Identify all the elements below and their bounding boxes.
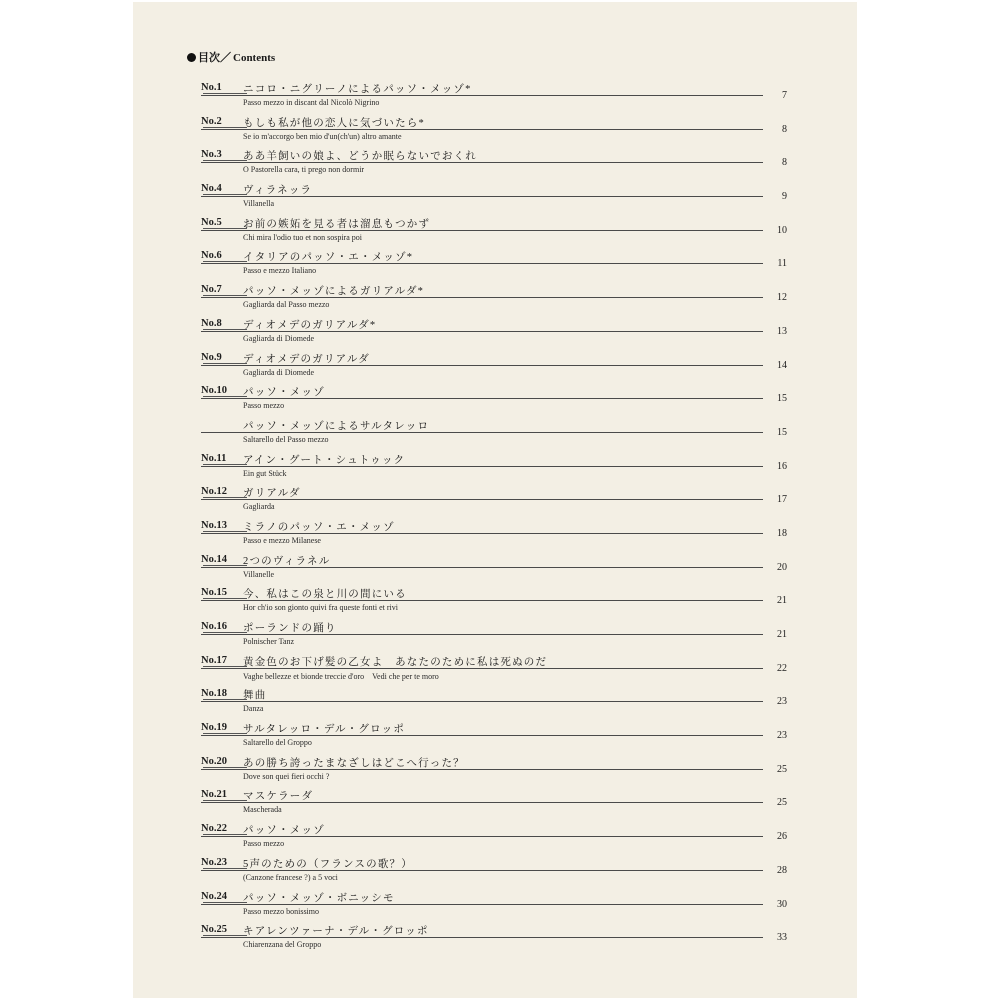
entry-number: No.15	[201, 587, 241, 598]
toc-entry	[201, 821, 801, 855]
heading-en: Contents	[233, 52, 276, 64]
toc-entry	[201, 855, 801, 889]
leader-rule	[201, 735, 763, 736]
entry-number: No.13	[201, 520, 241, 531]
entry-number: No.23	[201, 857, 241, 868]
leader-rule	[201, 263, 763, 264]
entry-page-number: 25	[777, 763, 787, 775]
entry-title-original: Passo mezzo bonissimo	[243, 906, 319, 916]
entry-title-japanese: あの勝ち誇ったまなざしはどこへ行った？	[243, 757, 465, 769]
toc-entry	[201, 215, 801, 249]
toc-entry	[201, 889, 801, 923]
toc-entry	[201, 720, 801, 754]
entry-title-original: Se io m'accorgo ben mio d'un(ch'un) altro amante	[243, 131, 402, 141]
entry-number: No.8	[201, 318, 241, 329]
entry-title-japanese: 舞曲	[243, 690, 267, 702]
leader-rule	[201, 634, 763, 635]
document-page	[133, 2, 857, 998]
entry-number: No.16	[201, 621, 241, 632]
entry-title-japanese: ポーランドの踊り	[243, 623, 337, 634]
entry-title-original: Ein gut Stück	[243, 468, 287, 478]
entry-title-japanese: アイン・グート・シュトゥック	[243, 454, 406, 466]
entry-title-original: Passo mezzo	[243, 839, 285, 849]
toc-entry	[201, 754, 801, 788]
leader-rule	[201, 230, 763, 231]
entry-title-original: Mascherada	[243, 805, 282, 815]
leader-rule	[201, 196, 763, 197]
bullet-icon	[187, 53, 196, 62]
leader-rule	[201, 365, 763, 366]
entry-page-number: 11	[777, 258, 787, 270]
leader-rule	[201, 331, 763, 332]
leader-rule	[201, 466, 763, 467]
entry-number: No.22	[201, 823, 241, 834]
toc-entry	[201, 383, 801, 417]
entry-title-original: Hor ch'io son gionto quivi fra queste fonti et rivi	[243, 603, 398, 613]
entry-title-original: Saltarello del Groppo	[243, 738, 312, 748]
toc-entry	[201, 248, 801, 282]
entry-title-japanese: 今、私はこの泉と川の間にいる	[243, 589, 407, 601]
entry-title-japanese: ディオメデのガリアルダ*	[243, 319, 377, 331]
entry-page-number: 21	[777, 629, 787, 640]
entry-page-number: 22	[777, 662, 787, 674]
entry-title-original: O Pastorella cara, ti prego non dormir	[243, 165, 365, 175]
entry-page-number: 15	[777, 426, 787, 438]
entry-title-japanese: イタリアのパッソ・エ・メッゾ*	[243, 252, 414, 264]
leader-rule	[201, 769, 763, 770]
entry-title-japanese: ああ羊飼いの娘よ、どうか眠らないでおくれ	[243, 151, 477, 163]
entry-page-number: 18	[777, 527, 787, 539]
entry-number: No.4	[201, 183, 241, 194]
entry-title-japanese: マスケラーダ	[243, 791, 314, 803]
toc-entry	[201, 619, 801, 653]
entry-title-original: Passo e mezzo Milanese	[243, 535, 321, 545]
toc-entry	[201, 316, 801, 350]
leader-rule	[201, 398, 763, 399]
entry-title-japanese: 黄金色のお下げ髪の乙女よ あなたのために私は死ぬのだ	[243, 656, 548, 668]
entry-number: No.1	[201, 82, 241, 93]
entry-page-number: 26	[777, 831, 787, 843]
entry-title-original: Villanelle	[243, 569, 275, 579]
toc-entry	[201, 114, 801, 148]
entry-number: No.10	[201, 385, 241, 396]
leader-rule	[201, 533, 763, 534]
entry-number: No.2	[201, 116, 241, 127]
entry-title-original: Passo e mezzo Italiano	[243, 266, 317, 276]
entry-title-original: Polnischer Tanz	[243, 637, 295, 646]
entry-page-number: 13	[777, 325, 787, 337]
entry-page-number: 15	[777, 393, 787, 405]
entry-number: No.14	[201, 554, 241, 565]
table-of-contents	[201, 80, 801, 956]
entry-number: No.24	[201, 891, 241, 902]
entry-title-original: Villanella	[243, 199, 275, 209]
entry-page-number: 14	[777, 359, 787, 371]
toc-entry	[201, 350, 801, 384]
entry-title-original: Passo mezzo in discant dal Nicolò Nigrino	[243, 98, 380, 107]
entry-title-japanese: パッソ・メッゾ	[243, 825, 325, 837]
toc-entry	[201, 686, 801, 720]
toc-entry	[201, 181, 801, 215]
leader-rule	[201, 802, 763, 803]
entry-page-number: 20	[777, 561, 787, 573]
toc-entry	[201, 552, 801, 586]
entry-number: No.5	[201, 217, 241, 228]
toc-entry	[201, 282, 801, 316]
leader-rule	[201, 162, 763, 163]
entry-page-number: 28	[777, 864, 787, 876]
entry-number: No.12	[201, 486, 241, 497]
entry-title-original: Saltarello del Passo mezzo	[243, 434, 329, 444]
entry-title-original: (Canzone francese ?) a 5 voci	[243, 872, 338, 882]
leader-rule	[201, 668, 763, 669]
toc-entry	[201, 922, 801, 956]
entry-page-number: 21	[777, 595, 787, 607]
entry-page-number: 12	[777, 292, 787, 304]
toc-entry	[201, 787, 801, 821]
entry-title-original: Vaghe bellezze et bionde treccie d'oro Vedi che per te moro	[243, 671, 439, 681]
toc-entry	[201, 147, 801, 181]
contents-heading	[187, 49, 275, 65]
entry-number: No.7	[201, 284, 241, 295]
entry-title-japanese: ミラノのパッソ・エ・メッゾ	[243, 521, 395, 533]
entry-title-japanese: 5声のための（フランスの歌？）	[243, 858, 413, 870]
leader-rule	[201, 499, 763, 500]
entry-title-japanese: ニコロ・ニグリーノによるパッソ・メッゾ*	[243, 84, 472, 95]
entry-page-number: 17	[777, 494, 787, 506]
entry-page-number: 23	[777, 696, 787, 708]
entry-number: No.6	[201, 250, 241, 261]
heading-jp: 目次	[198, 52, 220, 64]
entry-page-number: 7	[782, 90, 787, 101]
leader-rule	[201, 567, 763, 568]
leader-rule	[201, 95, 763, 96]
leader-rule	[201, 870, 763, 871]
entry-number: No.18	[201, 688, 241, 699]
entry-title-japanese: もしも私が他の恋人に気づいたら*	[243, 117, 425, 129]
toc-entry	[201, 451, 801, 485]
entry-title-original: Gagliarda	[243, 502, 275, 512]
entry-page-number: 16	[777, 460, 787, 472]
entry-page-number: 33	[777, 932, 787, 944]
leader-rule	[201, 836, 763, 837]
entry-number: No.19	[201, 722, 241, 733]
entry-page-number: 8	[782, 123, 787, 135]
entry-title-japanese: ガリアルダ	[243, 488, 301, 500]
entry-title-japanese: パッソ・メッゾによるサルタレッロ	[243, 420, 430, 432]
entry-title-japanese: パッソ・メッゾによるガリアルダ*	[243, 286, 425, 298]
entry-title-original: Dove son quei fieri occhi ?	[243, 771, 330, 781]
entry-number: No.21	[201, 789, 241, 800]
entry-title-japanese: キアレンツァーナ・デル・グロッポ	[243, 926, 429, 938]
toc-entry	[201, 484, 801, 518]
toc-entry	[201, 585, 801, 619]
entry-title-original: Gagliarda di Diomede	[243, 367, 315, 377]
entry-number: No.9	[201, 352, 241, 363]
entry-title-original: Chiarenzana del Groppo	[243, 940, 322, 950]
entry-title-japanese: ディオメデのガリアルダ	[243, 353, 370, 365]
toc-entry	[201, 518, 801, 552]
entry-number: No.20	[201, 756, 241, 767]
entry-page-number: 8	[782, 157, 787, 169]
entry-page-number: 25	[777, 797, 787, 809]
leader-rule	[201, 937, 763, 938]
entry-title-japanese: ヴィラネッラ	[243, 185, 313, 197]
entry-title-original: Gagliarda di Diomede	[243, 333, 315, 343]
leader-rule	[201, 432, 763, 433]
leader-rule	[201, 297, 763, 298]
entry-title-original: Chi mira l'odio tuo et non sospira poi	[243, 232, 362, 242]
entry-number: No.17	[201, 655, 241, 666]
entry-title-japanese: パッソ・メッゾ・ボニッシモ	[243, 892, 395, 904]
entry-title-japanese: パッソ・メッゾ	[243, 387, 325, 399]
entry-title-japanese: サルタレッロ・デル・グロッポ	[243, 724, 406, 736]
entry-page-number: 30	[777, 898, 787, 910]
entry-page-number: 9	[782, 191, 787, 203]
leader-rule	[201, 701, 763, 702]
entry-title-japanese: お前の嫉妬を見る者は溜息もつかず	[243, 218, 431, 230]
entry-title-original: Gagliarda dal Passo mezzo	[243, 300, 330, 310]
leader-rule	[201, 904, 763, 905]
entry-page-number: 10	[777, 224, 787, 236]
entry-page-number: 23	[777, 730, 787, 742]
toc-entry	[201, 653, 801, 687]
toc-entry	[201, 417, 801, 451]
entry-number: No.11	[201, 453, 241, 464]
heading-separator: ／	[220, 52, 231, 64]
leader-rule	[201, 600, 763, 601]
toc-entry	[201, 80, 801, 114]
entry-number: No.3	[201, 149, 241, 160]
entry-title-original: Passo mezzo	[243, 401, 285, 411]
leader-rule	[201, 129, 763, 130]
entry-title-japanese: 2つのヴィラネル	[243, 555, 331, 567]
entry-title-original: Danza	[243, 704, 264, 714]
entry-number: No.25	[201, 924, 241, 935]
